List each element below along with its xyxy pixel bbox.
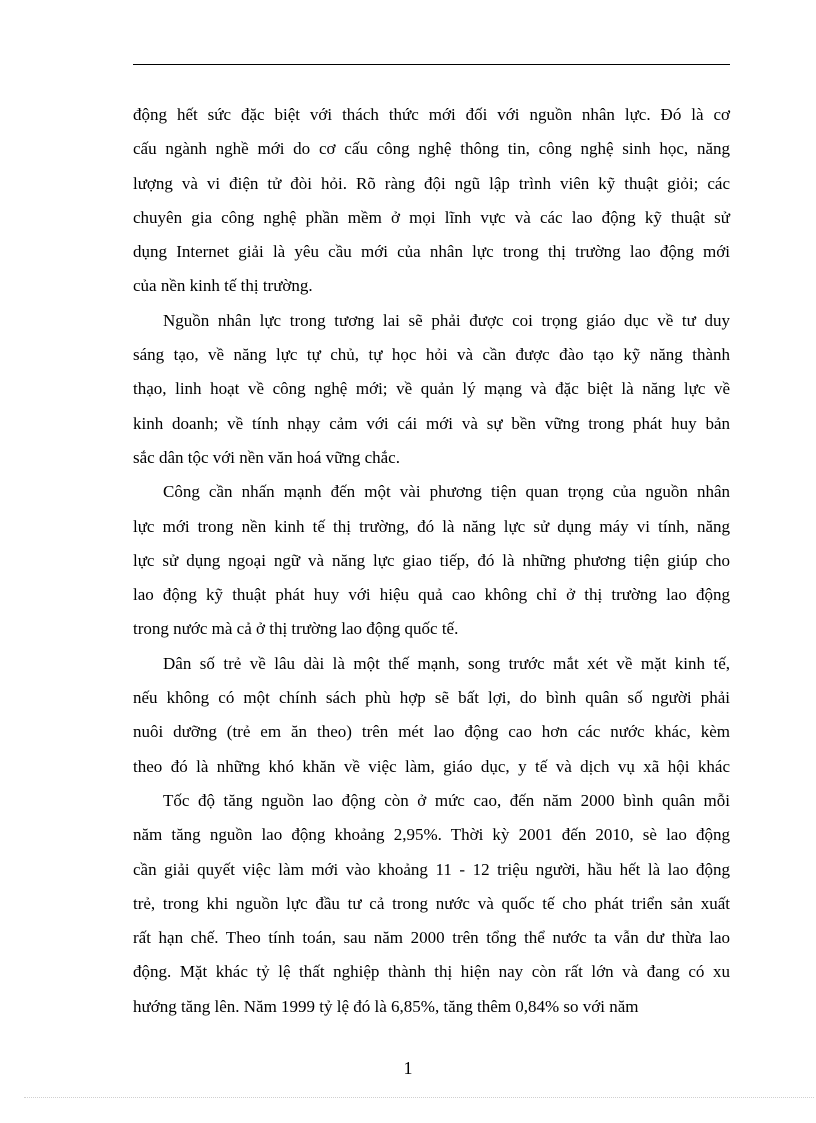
text-line: của nền kinh tế thị trường. [133, 276, 313, 296]
text-line: Công cần nhấn mạnh đến một vài phương tiện quan trọng của nguồn nhân [163, 482, 730, 502]
text-line: trong nước mà cả ở thị trường lao động quốc tế. [133, 619, 459, 639]
text-line: trẻ, trong khi nguồn lực đầu tư cả trong nước và quốc tế cho phát triển sản xuất [133, 893, 730, 913]
text-line: rất hạn chế. Theo tính toán, sau năm 2000 trên tổng thể nước ta vẫn dư thừa lao [133, 928, 730, 948]
header-rule [133, 64, 730, 65]
text-line: chuyên gia công nghệ phần mềm ở mọi lĩnh vực và các lao động kỹ thuật sử [133, 207, 730, 227]
text-line: lực sử dụng ngoại ngữ và năng lực giao tiếp, đó là những phương tiện giúp cho [133, 550, 730, 570]
text-line: cần giải quyết việc làm mới vào khoảng 11 - 12 triệu người, hầu hết là lao động [133, 859, 730, 879]
paragraph [133, 475, 730, 646]
text-line: thạo, linh hoạt về công nghệ mới; về quản lý mạng và đặc biệt là năng lực về [133, 379, 730, 399]
paragraph [133, 784, 730, 1024]
text-line: theo đó là những khó khăn về việc làm, giáo dục, y tế và dịch vụ xã hội khác [133, 756, 730, 776]
text-line: dụng Internet giải là yêu cầu mới của nhân lực trong thị trường lao động mới [133, 242, 730, 262]
text-line: Dân số trẻ về lâu dài là một thế mạnh, song trước mắt xét về mặt kinh tế, [163, 653, 730, 673]
text-line: Tốc độ tăng nguồn lao động còn ở mức cao, đến năm 2000 bình quân mỗi [163, 790, 730, 810]
text-line: kinh doanh; về tính nhạy cảm với cái mới và sự bền vững trong phát huy bản [133, 413, 730, 433]
footer-rule [24, 1097, 814, 1098]
paragraph [133, 304, 730, 475]
document-body [133, 98, 730, 1024]
text-line: Nguồn nhân lực trong tương lai sẽ phải được coi trọng giáo dục về tư duy [163, 310, 730, 330]
text-line: động. Mặt khác tỷ lệ thất nghiệp thành thị hiện nay còn rất lớn và đang có xu [133, 962, 730, 982]
text-line: lực mới trong nền kinh tế thị trường, đó là năng lực sử dụng máy vi tính, năng [133, 516, 730, 536]
text-line: lao động kỹ thuật phát huy với hiệu quả cao không chỉ ở thị trường lao động [133, 585, 730, 605]
text-line: hướng tăng lên. Năm 1999 tỷ lệ đó là 6,85%, tăng thêm 0,84% so với năm [133, 996, 639, 1016]
text-line: động hết sức đặc biệt với thách thức mới đối với nguồn nhân lực. Đó là cơ [133, 105, 730, 124]
text-line: nuôi dưỡng (trẻ em ăn theo) trên mét lao động cao hơn các nước khác, kèm [133, 722, 730, 742]
text-line: năm tăng nguồn lao động khoảng 2,95%. Thời kỳ 2001 đến 2010, sè lao động [133, 825, 730, 845]
text-line: cấu ngành nghề mới do cơ cấu công nghệ thông tin, công nghệ sinh học, năng [133, 139, 730, 159]
paragraph [133, 98, 730, 304]
page-number: 1 [403, 1058, 413, 1078]
paragraph [133, 647, 730, 784]
text-line: sắc dân tộc với nền văn hoá vững chắc. [133, 447, 400, 467]
text-line: lượng và vi điện tử đòi hỏi. Rõ ràng đội ngũ lập trình viên kỹ thuật giỏi; các [133, 173, 730, 193]
text-line: sáng tạo, về năng lực tự chủ, tự học hỏi và cần được đào tạo kỹ năng thành [133, 345, 730, 365]
text-line: nếu không có một chính sách phù hợp sẽ bất lợi, do bình quân số người phải [133, 688, 730, 708]
